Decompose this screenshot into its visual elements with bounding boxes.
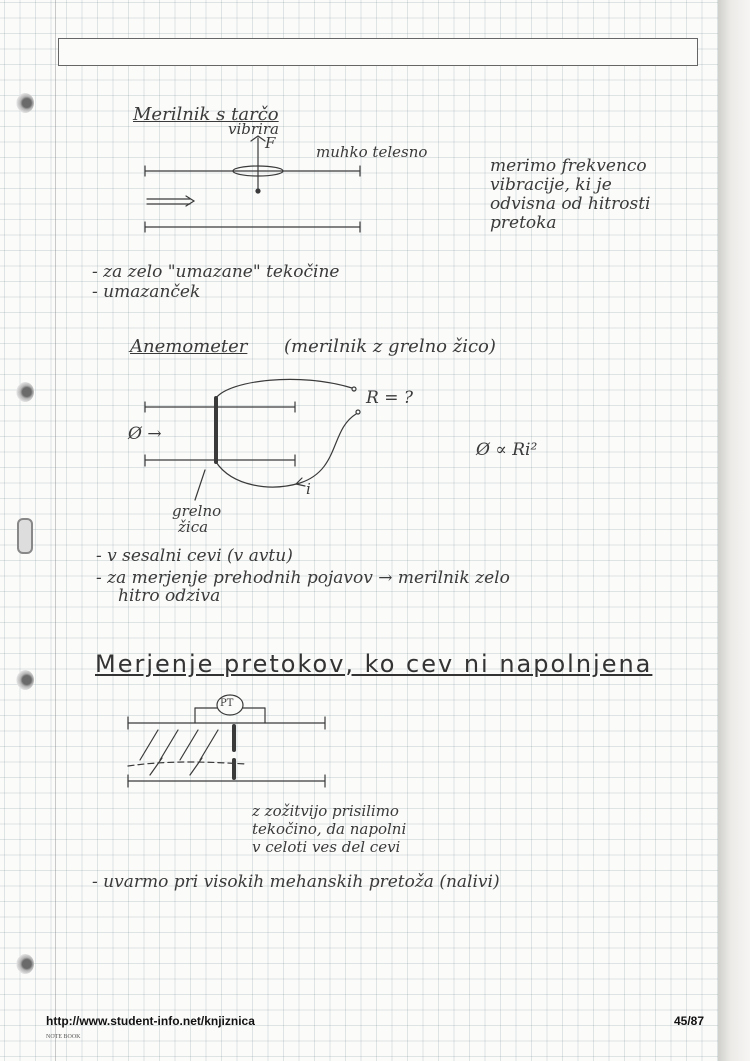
- anemometer-diagram: [145, 379, 360, 500]
- label-resistance: R = ?: [366, 388, 413, 408]
- label-force: F: [265, 134, 276, 152]
- section-title-partial-pipe: Merjenje pretokov, ko cev ni napolnjena: [95, 650, 653, 678]
- note-line: odvisna od hitrosti: [490, 194, 651, 214]
- note-line: merimo frekvenco: [490, 156, 647, 176]
- page-number: 45/87: [674, 1014, 705, 1028]
- note-line: v celoti ves del cevi: [252, 838, 401, 856]
- bullet-item: hitro odziva: [118, 586, 221, 606]
- bullet-item: - za merjenje prehodnih pojavov → merilnik zelo: [96, 568, 510, 588]
- note-line: tekočino, da napolni: [252, 820, 407, 838]
- label-pressure-transmitter: PT: [220, 698, 234, 709]
- bullet-item: - v sesalni cevi (v avtu): [96, 546, 293, 566]
- formula: Ø ∝ Ri²: [476, 440, 538, 460]
- bullet-item: - uvarmo pri visokih mehanskih pretoža (nalivi): [92, 872, 500, 892]
- label-flow: Ø →: [128, 424, 162, 444]
- label-wire: žica: [178, 518, 209, 536]
- note-line: pretoka: [490, 213, 557, 233]
- note-line: vibracije, ki je: [490, 175, 612, 195]
- note-line: z zožitvijo prisilimo: [252, 802, 399, 820]
- section-title-target-meter: Merilnik s tarčo: [133, 104, 279, 125]
- notebook-brand: NOTE BOOK: [46, 1034, 81, 1040]
- footer-url: http://www.student-info.net/knjiznica: [46, 1014, 255, 1028]
- label-body: muhko telesno: [316, 143, 428, 161]
- label-current: i: [306, 480, 311, 498]
- label-wire: grelno: [172, 502, 222, 520]
- section-subtitle-anemometer: (merilnik z grelno žico): [284, 336, 496, 357]
- bullet-item: - umazanček: [92, 282, 201, 302]
- section-title-anemometer: Anemometer: [130, 336, 248, 357]
- label-vibrates: vibrira: [228, 120, 279, 138]
- bullet-item: - za zelo "umazane" tekočine: [92, 262, 340, 282]
